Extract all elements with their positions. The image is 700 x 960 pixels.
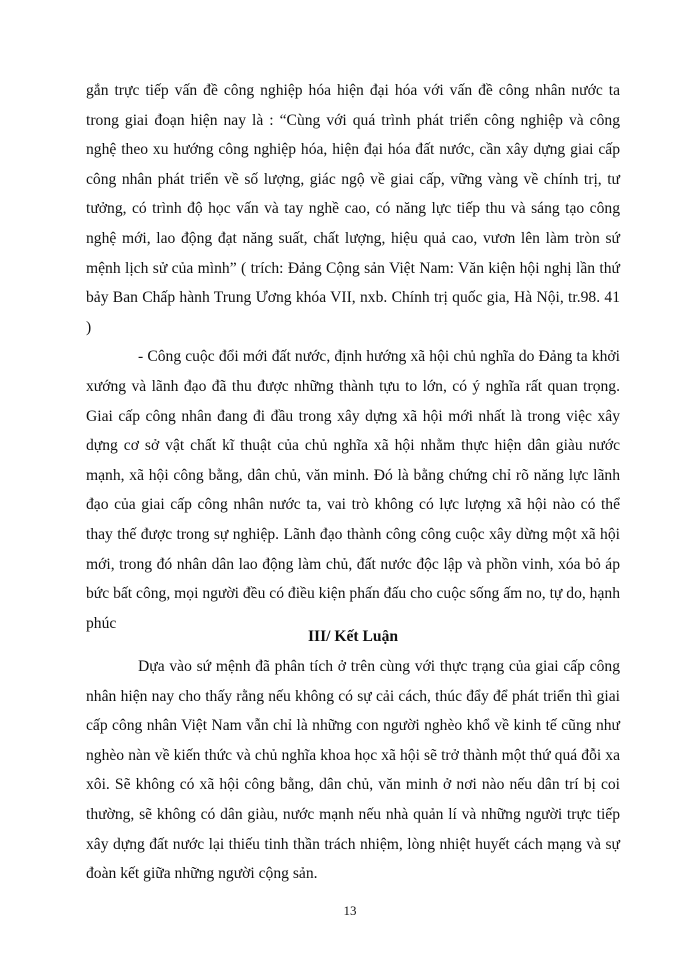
- section-heading: III/ Kết Luận: [307, 628, 399, 645]
- body-text: [86, 76, 620, 638]
- paragraph-quote: gắn trực tiếp vấn đề công nghiệp hóa hiện đại hóa với vấn đề công nhân nước ta trong giai đoạn hiện nay là : “Cùng với quá trình phát triển công nghiệp và công nghệ theo xu hướng công nghiệp hóa, hiện đại hóa đất nước, cần xây dựng giai cấp công nhân phát triển về số lượng, giác ngộ về giai cấp, vững vàng về chính trị, tư tưởng, có trình độ học vấn và tay nghề cao, có năng lực tiếp thu và sáng tạo công nghệ mới, lao động đạt năng suất, chất lượng, hiệu quả cao, vươn lên làm tròn sứ mệnh lịch sử của mình” ( trích: Đảng Cộng sản Việt Nam: Văn kiện hội nghị lần thứ bảy Ban Chấp hành Trung Ương khóa VII, nxb. Chính trị quốc gia, Hà Nội, tr.98. 41 ): [86, 82, 620, 336]
- paragraph-reform: - Công cuộc đổi mới đất nước, định hướng xã hội chủ nghĩa do Đảng ta khởi xướng và lãnh đạo đã thu được những thành tựu to lớn, có ý nghĩa rất quan trọng. Giai cấp công nhân đang đi đầu trong xây dựng xã hội mới nhất là trong việc xây dựng cơ sở vật chất kĩ thuật của chủ nghĩa xã hội nhằm thực hiện dân giàu nước mạnh, xã hội công bằng, dân chủ, văn minh. Đó là bằng chứng chỉ rõ năng lực lãnh đạo của giai cấp công nhân nước ta, vai trò không có lực lượng xã hội nào có thể thay thế được trong sự nghiệp. Lãnh đạo thành công công cuộc xây dừng một xã hội mới, trong đó nhân dân lao động làm chủ, đất nước độc lập và phồn vinh, xóa bỏ áp bức bất công, mọi người đều có điều kiện phấn đấu cho cuộc sống ấm no, tự do, hạnh phúc: [86, 348, 620, 632]
- conclusion-section: [86, 652, 620, 889]
- page-number: 13: [343, 903, 357, 918]
- paragraph-conclusion: Dựa vào sứ mệnh đã phân tích ở trên cùng với thực trạng của giai cấp công nhân hiện nay cho thấy rằng nếu không có sự cải cách, thúc đẩy để phát triển thì giai cấp công nhân Việt Nam vẫn chỉ là những con người nghèo khổ về kinh tế cũng như nghèo nàn về kiến thức và chủ nghĩa khoa học xã hội sẽ trở thành một thứ quá đỗi xa xôi. Sẽ không có xã hội công bằng, dân chủ, văn minh ở nơi nào nếu dân trí bị coi thường, sẽ không có dân giàu, nước mạnh nếu nhà quản lí và những người trực tiếp xây dựng đất nước lại thiếu tinh thần trách nhiệm, lòng nhiệt huyết cách mạng và sự đoàn kết giữa những người cộng sản.: [86, 658, 620, 883]
